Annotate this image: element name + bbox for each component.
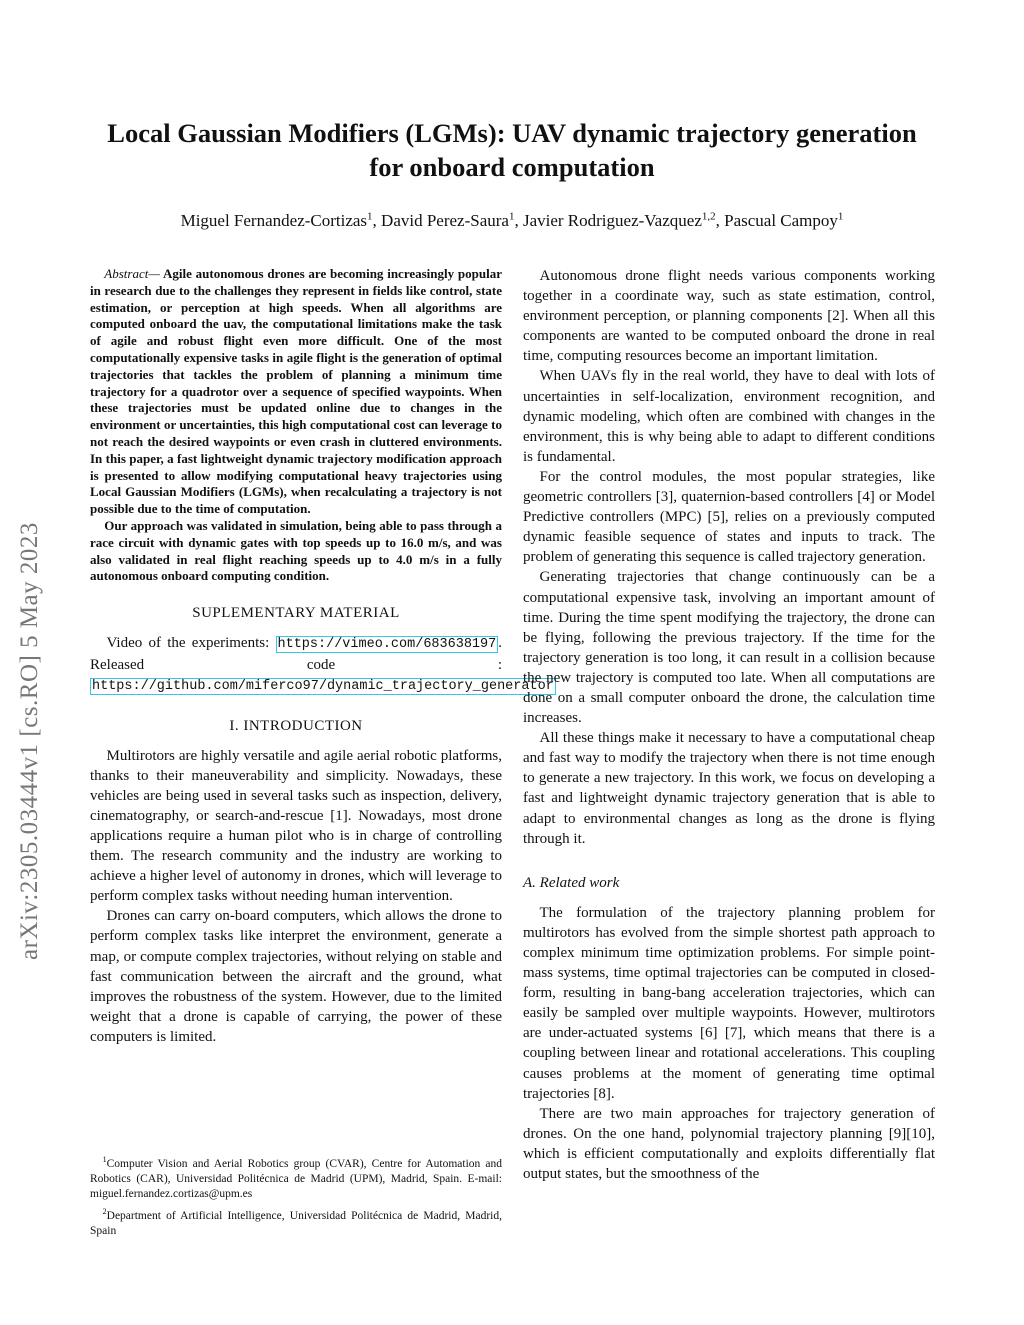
body-paragraph: All these things make it necessary to have a computational cheap and fast way to modify the trajectory when there is not time enough to generate a new trajectory. In this work, we focus on developing a fast and lightweight dynamic trajectory generation that is able to adapt to environmental changes as long as the drone is flying through it. <box>523 730 935 847</box>
abstract-paragraph-2: Our approach was validated in simulation, being able to pass through a race circuit with dynamic gates with top speeds up to 16.0 m/s, and was also validated in real flight reaching speeds up to 4.0 m/s in a fully autonomous onboard computing condition. <box>90 517 502 584</box>
author: Miguel Fernandez-Cortizas$^1$, <box>180 210 382 230</box>
supplementary-heading: SUPLEMENTARY MATERIAL <box>192 605 400 622</box>
footnote-2: $^2$Department of Artificial Intelligence, Universidad Politécnica de Madrid, Madrid, Spain <box>90 1206 502 1237</box>
code-link[interactable]: https://github.com/miferco97/dynamic_trajectory_generator <box>92 679 554 695</box>
author: David Perez-Saura$^1$, <box>381 210 523 230</box>
body-paragraph: Autonomous drone flight needs various components working together in a coordinate way, such as state estimation, control, environment perception, or planning components [2]. When all this components are wanted to be computed onboard the drone in real time, computing resources become an important limitation. <box>523 268 935 365</box>
arxiv-identifier: arXiv:2305.03444v1 [cs.RO] 5 May 2023 <box>16 522 43 960</box>
introduction-heading: I. INTRODUCTION <box>229 717 363 734</box>
abstract-label: Abstract <box>104 266 149 281</box>
intro-paragraph-2: Drones can carry on-board computers, which allows the drone to perform complex tasks like interpret the environment, generate a map, or compute complex trajectories, without relying on stable and fast communication between the aircraft and the ground, what improves the robustness of the system. However, due to the limited weight that a drone is capable of carrying, the power of these computers is limited. <box>90 908 502 1045</box>
related-work-heading: A. Related work <box>523 874 620 891</box>
intro-paragraph-1: Multirotors are highly versatile and agile aerial robotic platforms, thanks to their maneuverability and simplicity. Nowadays, these vehicles are being used in several tasks such as inspection, delivery, cinematography, or search-and-rescue [1]. Nowadays, most drone applications require a human pilot who is in charge of controlling them. The research community and the industry are working to achieve a higher level of autonomy in drones, which will leverage to perform complex tasks without needing human intervention. <box>90 747 502 905</box>
abstract-paragraph-1: Abstract— Agile autonomous drones are becoming increasingly popular in research due to the challenges they represent in fields like control, state estimation, or perception at high speeds. When all algorithms are computed onboard the uav, the computational limitations make the task of agile and robust flight even more difficult. One of the most computationally expensive tasks in agile flight is the generation of optimal trajectories that tackles the problem of planning a minimum time trajectory for a quadrotor over a sequence of specified waypoints. When these trajectories must be updated online due to changes in the environment or uncertainties, this high computational cost can leverage to not reach the desired waypoints or even crash in cluttered environments. In this paper, a fast lightweight dynamic trajectory modification approach is presented to allow modifying computational heavy trajectories using Local Gaussian Modifiers (LGMs), when recalculating a trajectory is not possible due to the time of computation. <box>90 266 502 517</box>
body-paragraph: When UAVs fly in the real world, they have to deal with lots of uncertainties in self-localization, environment recognition, and dynamic modeling, which often are combined with changes in the environment, this is why being able to adapt to different conditions is fundamental. <box>523 368 935 465</box>
related-paragraph-1: The formulation of the trajectory planning problem for multirotors has evolved from the simple shortest path approach to complex minimum time optimization problems. For simple point-mass systems, time optimal trajectories can be computed in closed-form, resulting in bang-bang acceleration trajectories, which can easily be sampled over multiple waypoints. However, multirotors are under-actuated systems [6] [7], which means that there is a coupling between linear and rotational accelerations. This coupling causes problems at the moment of generating time optimal trajectories [8]. <box>523 904 935 1102</box>
related-paragraph-2: There are two main approaches for trajectory generation of drones. On the one hand, polynomial trajectory planning [9][10], which is efficient computationally and exploits differentially flat output states, but the smoothness of the <box>523 1105 935 1183</box>
abstract <box>90 266 502 585</box>
video-link[interactable]: https://vimeo.com/683638197 <box>277 637 497 653</box>
author-list <box>60 210 964 231</box>
title-line-2: for onboard computation <box>369 152 655 182</box>
title-line-1: Local Gaussian Modifiers (LGMs): UAV dynamic trajectory generation <box>107 118 917 148</box>
author: Javier Rodriguez-Vazquez$^{1,2}$, <box>522 210 725 230</box>
body-paragraph: Generating trajectories that change continuously can be a computational expensive task, involving an important amount of time. During the time spent modifying the trajectory, the drone can be flying, following the previous trajectory. If the time for the trajectory generation is too long, it can result in a collision because the new trajectory is computed too late. When all computations are done on a small computer onboard the drone, the calculation time increases. <box>523 569 935 727</box>
left-column <box>90 266 554 1047</box>
footnote-1: $^1$Computer Vision and Aerial Robotics group (CVAR), Centre for Automation and Robotics (CAR), Universidad Politécnica de Madrid (UPM), Madrid, Spain. E-mail: miguel.fernandez.cortizas@upm.es <box>90 1155 502 1200</box>
supplementary-text: Video of the experiments: https://vimeo.com/683638197 . Released code : https://github.com/miferco97/dynamic_trajectory_generator <box>90 635 554 695</box>
right-column <box>523 266 935 1184</box>
body-paragraph: For the control modules, the most popular strategies, like geometric controllers [3], quaternion-based controllers [4] or Model Predictive controllers (MPC) [5], relies on a previously computed dynamic feasible sequence of states and inputs to track. The problem of generating this sequence is called trajectory generation. <box>523 468 935 566</box>
footnotes <box>90 1152 502 1241</box>
author: Pascual Campoy$^1$ <box>724 210 844 230</box>
paper-title <box>60 116 964 184</box>
